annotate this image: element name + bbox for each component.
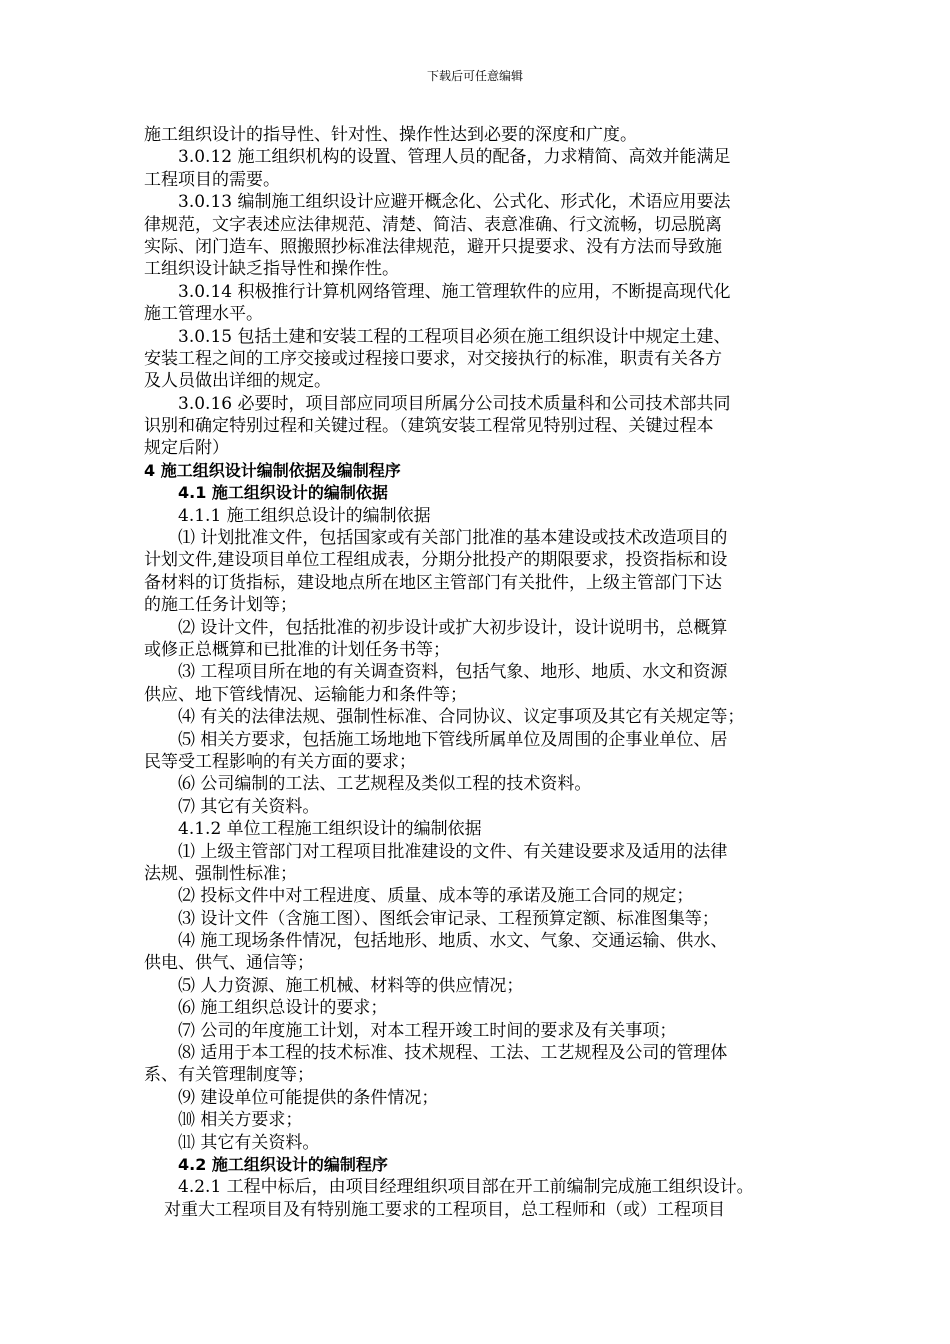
body-text-line: ⑸ 相关方要求，包括施工场地地下管线所属单位及周围的企事业单位、居 xyxy=(178,729,728,750)
body-text-line: ⑺ 其它有关资料。 xyxy=(178,796,320,817)
body-text-line: 法规、强制性标准； xyxy=(144,863,297,884)
body-text-line: 或修正总概算和已批准的计划任务书等； xyxy=(144,639,450,660)
body-text-line: ⑵ 投标文件中对工程进度、质量、成本等的承诺及施工合同的规定； xyxy=(178,886,694,907)
body-text-line: ⑷ 有关的法律法规、强制性标准、合同协议、议定事项及其它有关规定等； xyxy=(178,707,745,728)
section-heading: 4.2 施工组织设计的编制程序 xyxy=(178,1154,388,1174)
body-text-line: ⑼ 建设单位可能提供的条件情况； xyxy=(178,1087,439,1108)
body-text-line: ⑶ 设计文件（含施工图）、图纸会审记录、工程预算定额、标准图集等； xyxy=(178,908,719,929)
body-text-line: ⑷ 施工现场条件情况，包括地形、地质、水文、气象、交通运输、供水、 xyxy=(178,931,728,952)
body-text-line: 对重大工程项目及有特别施工要求的工程项目，总工程师和（或）工程项目 xyxy=(164,1199,725,1220)
body-text-line: 3.0.14 积极推行计算机网络管理、施工管理软件的应用，不断提高现代化 xyxy=(178,281,731,302)
body-text-line: 律规范，文字表述应法律规范、清楚、简洁、表意准确、行文流畅，切忌脱离 xyxy=(144,214,722,235)
body-text-line: 工组织设计缺乏指导性和操作性。 xyxy=(144,259,399,280)
body-text-line: 3.0.13 编制施工组织设计应避开概念化、公式化、形式化，术语应用要法 xyxy=(178,192,731,213)
body-text-line: 工程项目的需要。 xyxy=(144,169,280,190)
body-text-line: 规定后附） xyxy=(144,438,229,459)
body-text-line: 安装工程之间的工序交接或过程接口要求，对交接执行的标准，职责有关各方 xyxy=(144,348,722,369)
body-text-line: 实际、闭门造车、照搬照抄标准法律规范，避开只提要求、没有方法而导致施 xyxy=(144,236,722,257)
body-text-line: 系、有关管理制度等； xyxy=(144,1065,314,1086)
body-text-line: 识别和确定特别过程和关键过程。（建筑安装工程常见特别过程、关键过程本 xyxy=(144,416,714,437)
section-heading: 4.1 施工组织设计的编制依据 xyxy=(178,483,388,503)
body-text-line: ⑻ 适用于本工程的技术标准、技术规程、工法、工艺规程及公司的管理体 xyxy=(178,1043,728,1064)
body-text-line: 民等受工程影响的有关方面的要求； xyxy=(144,751,416,772)
body-text-line: ⑹ 公司编制的工法、工艺规程及类似工程的技术资料。 xyxy=(178,774,592,795)
body-text-line: 3.0.12 施工组织机构的设置、管理人员的配备，力求精简、高效并能满足 xyxy=(178,147,731,168)
body-text-line: ⑸ 人力资源、施工机械、材料等的供应情况； xyxy=(178,975,524,996)
body-text-line: ⑹ 施工组织总设计的要求； xyxy=(178,998,388,1019)
page-header: 下载后可任意编辑 xyxy=(426,69,523,83)
body-text-line: 及人员做出详细的规定。 xyxy=(144,371,331,392)
body-text-line: 4.2.1 工程中标后，由项目经理组织项目部在开工前编制完成施工组织设计。 xyxy=(178,1177,754,1198)
body-text-line: 备材料的订货指标，建设地点所在地区主管部门有关批件，上级主管部门下达 xyxy=(144,572,722,593)
body-text-line: 供电、供气、通信等； xyxy=(144,953,314,974)
body-text-line: ⑽ 相关方要求； xyxy=(178,1110,303,1131)
body-text-line: 4.1.1 施工组织总设计的编制依据 xyxy=(178,505,431,526)
body-text-line: ⑴ 上级主管部门对工程项目批准建设的文件、有关建设要求及适用的法律 xyxy=(178,841,728,862)
body-text-line: 供应、地下管线情况、运输能力和条件等； xyxy=(144,684,467,705)
body-text-line: ⑺ 公司的年度施工计划，对本工程开竣工时间的要求及有关事项； xyxy=(178,1020,677,1041)
body-text-line: 的施工任务计划等； xyxy=(144,595,297,616)
body-text-line: ⑴ 计划批准文件，包括国家或有关部门批准的基本建设或技术改造项目的 xyxy=(178,528,728,549)
body-text-line: ⑶ 工程项目所在地的有关调查资料，包括气象、地形、地质、水文和资源 xyxy=(178,662,728,683)
body-text-line: 施工组织设计的指导性、针对性、操作性达到必要的深度和广度。 xyxy=(144,125,637,145)
body-text-line: ⑵ 设计文件，包括批准的初步设计或扩大初步设计，设计说明书，总概算 xyxy=(178,617,728,638)
body-text-line: 计划文件,建设项目单位工程组成表，分期分批投产的期限要求，投资指标和设 xyxy=(144,550,728,571)
body-text-line: 4.1.2 单位工程施工组织设计的编制依据 xyxy=(178,819,482,840)
body-text-line: 3.0.15 包括土建和安装工程的工程项目必须在施工组织设计中规定土建、 xyxy=(178,326,731,347)
document-body xyxy=(144,124,808,1221)
body-text-line: 3.0.16 必要时，项目部应同项目所属分公司技术质量科和公司技术部共同 xyxy=(178,393,731,414)
body-text-line: ⑾ 其它有关资料。 xyxy=(178,1132,320,1153)
body-text-line: 施工管理水平。 xyxy=(144,304,263,325)
section-heading: 4 施工组织设计编制依据及编制程序 xyxy=(144,460,401,480)
